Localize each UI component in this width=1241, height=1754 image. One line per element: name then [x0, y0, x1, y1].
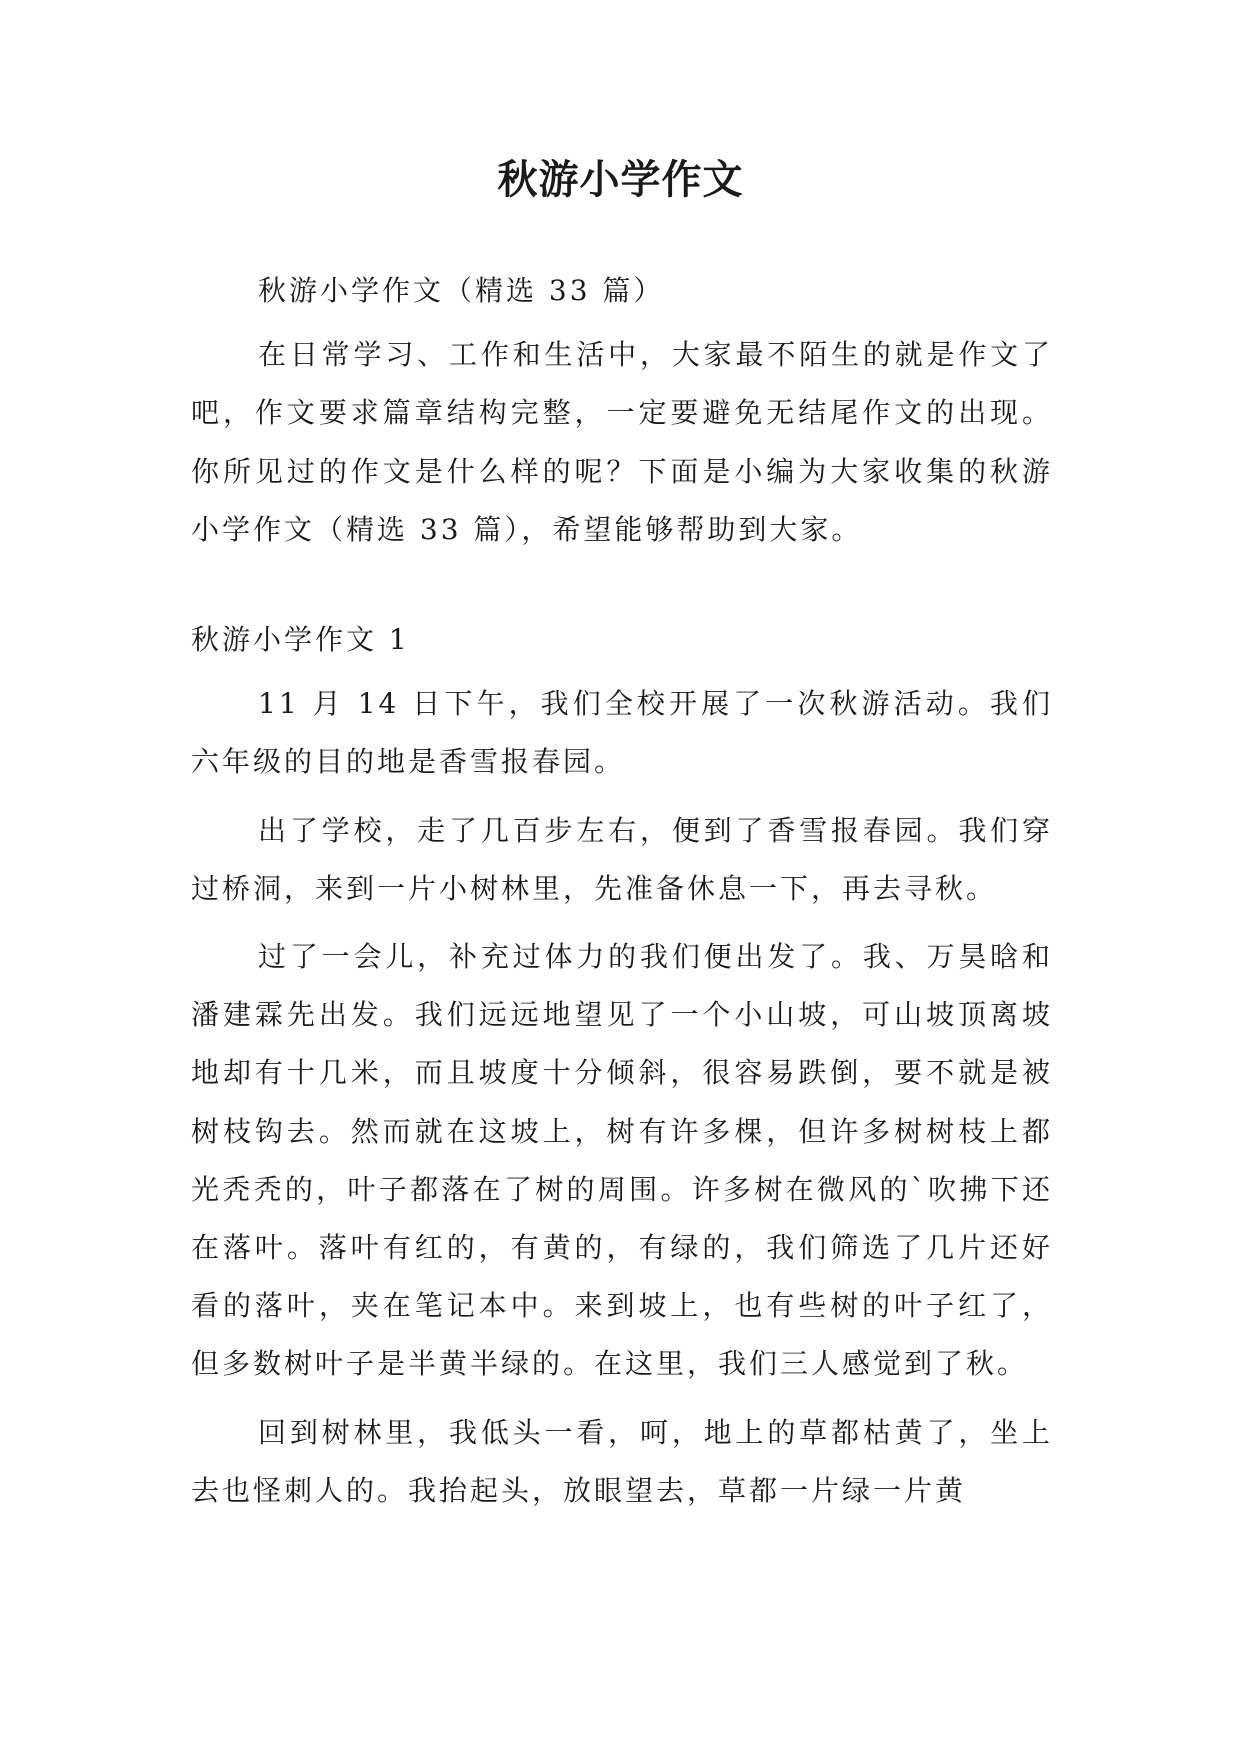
subtitle: 秋游小学作文（精选 33 篇）	[258, 274, 665, 307]
body-paragraph-1: 11 月 14 日下午，我们全校开展了一次秋游活动。我们六年级的目的地是香雪报春园。	[191, 687, 1053, 779]
document-title: 秋游小学作文	[497, 156, 744, 203]
section-heading: 秋游小学作文 1	[191, 623, 410, 657]
body-paragraph-4: 回到树林里，我低头一看，呵，地上的草都枯黄了，坐上去也怪刺人的。我抬起头，放眼望去，草都一片绿一片黄	[191, 1415, 1053, 1507]
intro-paragraph: 在日常学习、工作和生活中，大家最不陌生的就是作文了吧，作文要求篇章结构完整，一定要避免无结尾作文的出现。你所见过的作文是什么样的呢？下面是小编为大家收集的秋游小学作文（精选 33 篇），希望能够帮助到大家。	[191, 338, 1053, 546]
document-body	[191, 262, 1053, 1520]
body-paragraph-2: 出了学校，走了几百步左右，便到了香雪报春园。我们穿过桥洞，来到一片小树林里，先准备休息一下，再去寻秋。	[191, 813, 1053, 905]
body-paragraph-3: 过了一会儿，补充过体力的我们便出发了。我、万昊晗和潘建霖先出发。我们远远地望见了一个小山坡，可山坡顶离坡地却有十几米，而且坡度十分倾斜，很容易跌倒，要不就是被树枝钩去。然而就在这坡上，树有许多棵，但许多树树枝上都光秃秃的，叶子都落在了树的周围。许多树在微风的`吹拂下还在落叶。落叶有红的，有黄的，有绿的，我们筛选了几片还好看的落叶，夹在笔记本中。来到坡上，也有些树的叶子红了，但多数树叶子是半黄半绿的。在这里，我们三人感觉到了秋。	[191, 940, 1053, 1381]
